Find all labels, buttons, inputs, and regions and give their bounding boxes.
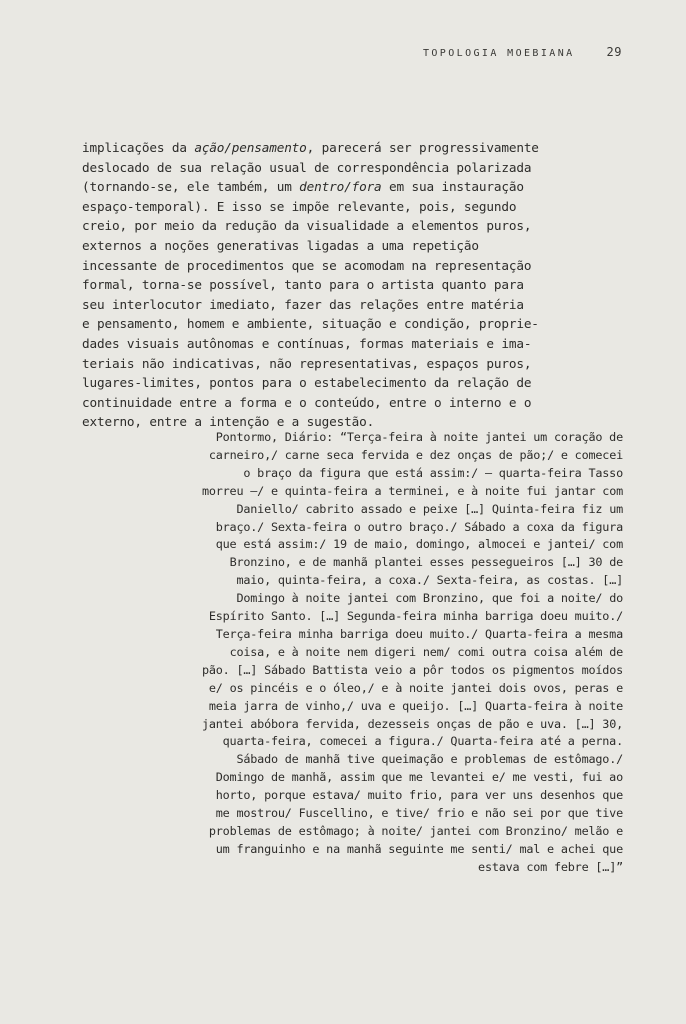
body-line [82,236,542,256]
body-text-run: , parecerá ser progressivamente [306,140,539,155]
quote-line: jantei abóbora fervida, dezesseis onças de pão e uva. […] 30, [201,716,623,731]
quote-line: braço./ Sexta-feira o outro braço./ Sábado a coxa da figura [215,519,623,534]
page-number: 29 [606,45,622,59]
body-text-run: seu interlocutor imediato, fazer das relações entre matéria [82,296,524,312]
body-line [82,314,542,334]
quote-line: meia jarra de vinho,/ uva e queijo. […] Quarta-feira à noite [208,698,623,713]
quote-line: morreu —/ e quinta-feira a terminei, e à noite fui jantar com [201,483,623,498]
body-text-run: formal, torna-se possível, tanto para o artista quanto para [82,277,524,293]
body-paragraph [82,138,542,432]
quote-line: maio, quinta-feira, a coxa./ Sexta-feira, as costas. […] [236,573,623,588]
body-line [82,354,542,374]
running-title: TOPOLOGIA MOEBIANA [422,48,575,59]
body-line [82,334,542,354]
quote-line: Terça-feira minha barriga doeu muito./ Quarta-feira a mesma [215,626,623,641]
running-header [423,45,622,59]
quote-line: Daniello/ cabrito assado e peixe […] Quinta-feira fiz um [236,501,623,516]
quote-line: problemas de estômago; à noite/ jantei com Bronzino/ melão e [208,823,623,838]
body-text-run: creio, por meio da redução da visualidade a elementos puros, [82,218,532,234]
body-text-run: (tornando-se, ele também, um [82,179,300,195]
quote-line: o braço da figura que está assim:/ — quarta-feira Tasso [243,465,623,480]
body-text-run: teriais não indicativas, não representativas, espaços puros, [82,355,532,371]
body-line [82,177,542,197]
quote-line: Domingo à noite jantei com Bronzino, que foi a noite/ do [236,591,623,606]
quote-line: Sábado de manhã tive queimação e problemas de estômago./ [236,752,623,767]
body-line [82,256,542,276]
quote-line: Domingo de manhã, assim que me levantei e/ me vesti, fui ao [215,770,623,785]
quote-line: pão. […] Sábado Battista veio a pôr todos os pigmentos moídos [201,662,623,677]
body-line [82,158,542,178]
body-line [82,373,542,393]
body-text-run: dades visuais autônomas e contínuas, formas materiais e ima- [82,335,532,351]
body-line [82,295,542,315]
block-quote [172,429,623,877]
quote-line: e/ os pincéis e o óleo,/ e à noite jantei dois ovos, peras e [208,680,623,695]
quote-line: quarta-feira, comecei a figura./ Quarta-feira até a perna. [222,734,623,749]
body-text-run: implicações da [82,140,195,155]
body-text-run: deslocado de sua relação usual de correspondência polarizada [82,159,532,175]
body-text-run: continuidade entre a forma e o conteúdo, entre o interno e o [82,394,532,410]
quote-line: Espírito Santo. […] Segunda-feira minha barriga doeu muito./ [208,609,623,624]
quote-line: Pontormo, Diário: “Terça-feira à noite jantei um coração de [215,430,623,444]
body-line [82,216,542,236]
body-line [82,197,542,217]
body-text-run: em sua instauração [381,179,524,195]
body-text-run: externo, entre a intenção e a sugestão. [82,414,375,430]
body-text-run: externos a noções generativas ligadas a uma repetição [82,237,479,253]
quote-line: que está assim:/ 19 de maio, domingo, almocei e jantei/ com [215,537,623,552]
body-emphasis: ação/pensamento [194,140,307,155]
body-text-run: espaço-temporal). E isso se impõe relevante, pois, segundo [82,198,517,214]
body-line [82,393,542,413]
quote-line: um franguinho e na manhã seguinte me senti/ mal e achei que [215,841,623,856]
body-line [82,275,542,295]
body-text-run: lugares-limites, pontos para o estabelecimento da relação de [82,375,532,391]
quote-line: horto, porque estava/ muito frio, para ver uns desenhos que [215,788,623,803]
quote-line: carneiro,/ carne seca fervida e dez onças de pão;/ e comecei [208,447,623,462]
quote-line: me mostrou/ Fuscellino, e tive/ frio e não sei por que tive [215,806,623,821]
body-emphasis: dentro/fora [299,179,382,195]
quote-line: coisa, e à noite nem digeri nem/ comi outra coisa além de [229,644,623,659]
quote-line: Bronzino, e de manhã plantei esses pessegueiros […] 30 de [229,555,623,570]
body-text-run: incessante de procedimentos que se acomodam na representação [82,257,532,273]
quote-line: estava com febre […]” [478,859,623,874]
body-text-run: e pensamento, homem e ambiente, situação e condição, proprie- [82,316,539,332]
body-line [82,138,542,158]
